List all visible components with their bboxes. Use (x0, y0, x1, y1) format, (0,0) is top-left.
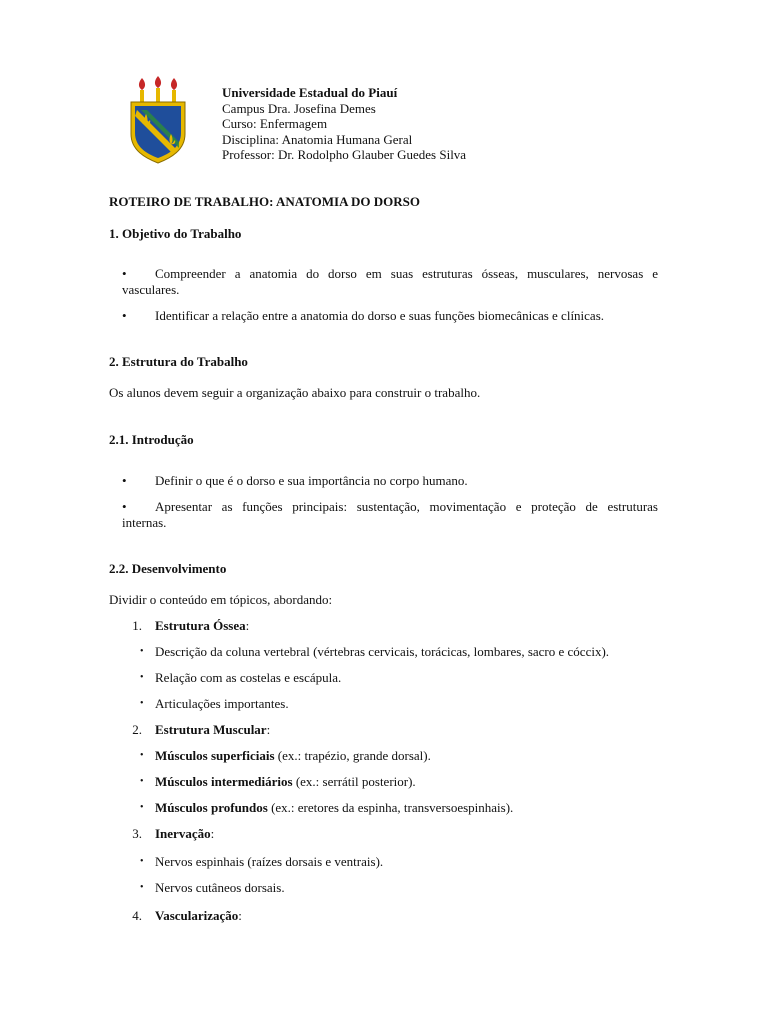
bullet-text-continued: vasculares. (122, 282, 180, 297)
bullet-text: Definir o que é o dorso e sua importância no corpo humano. (155, 473, 468, 488)
sub-item-text: Articulações importantes. (155, 696, 289, 711)
bullet-icon: • (122, 473, 127, 488)
section-2-1-heading: 2.1. Introdução (109, 432, 194, 447)
bullet-icon: • (140, 856, 144, 867)
institution-header (222, 85, 466, 163)
torch-icon (155, 76, 161, 104)
section-2-heading: 2. Estrutura do Trabalho (109, 354, 248, 369)
bullet-text: Compreender a anatomia do dorso em suas estruturas ósseas, musculares, nervosas e (155, 266, 658, 281)
university-coat-of-arms-logo (127, 76, 189, 164)
sub-item-text: Nervos cutâneos dorsais. (155, 880, 285, 895)
torch-icon (171, 78, 177, 104)
document-title: ROTEIRO DE TRABALHO: ANATOMIA DO DORSO (109, 194, 420, 209)
bullet-icon: • (140, 882, 144, 893)
professor-name: Professor: Dr. Rodolpho Glauber Guedes Silva (222, 147, 467, 163)
sub-item-bold: Músculos superficiais (155, 748, 275, 763)
bullet-icon: • (122, 266, 127, 281)
section-1-heading: 1. Objetivo do Trabalho (109, 226, 242, 241)
sub-item-bold: Músculos intermediários (155, 774, 293, 789)
item-label: Inervação (155, 826, 211, 841)
sub-item-text: Descrição da coluna vertebral (vértebras cervicais, torácicas, lombares, sacro e cóccix). (155, 644, 610, 659)
bullet-icon: • (140, 750, 144, 761)
torch-icon (139, 78, 145, 104)
course-name: Curso: Enfermagem (222, 116, 328, 132)
bullet-icon: • (122, 499, 127, 514)
university-name: Universidade Estadual do Piauí (222, 85, 398, 100)
discipline-name: Disciplina: Anatomia Humana Geral (222, 131, 413, 147)
sub-item-text: (ex.: eretores da espinha, transversoespinhais). (267, 800, 514, 815)
bullet-icon: • (140, 802, 144, 813)
bullet-text: Identificar a relação entre a anatomia do dorso e suas funções biomecânicas e clínicas. (155, 308, 605, 323)
section-2-2-intro: Dividir o conteúdo em tópicos, abordando: (109, 592, 333, 607)
campus-name: Campus Dra. Josefina Demes (222, 100, 376, 116)
section-2-2-heading: 2.2. Desenvolvimento (109, 561, 227, 576)
sub-item-text: (ex.: serrátil posterior). (292, 774, 416, 789)
bullet-text-continued: internas. (122, 515, 167, 530)
item-colon: : (238, 908, 242, 923)
item-colon: : (266, 722, 271, 737)
bullet-icon: • (140, 698, 144, 709)
bullet-icon: • (140, 776, 144, 787)
item-label: Estrutura Óssea (155, 618, 246, 633)
bullet-text: Apresentar as funções principais: sustentação, movimentação e proteção de estruturas (155, 499, 658, 514)
bullet-icon: • (122, 308, 127, 323)
item-colon: : (245, 618, 250, 633)
item-number: 1. (132, 618, 142, 633)
item-label: Estrutura Muscular (155, 722, 267, 737)
sub-item-bold: Músculos profundos (155, 800, 268, 815)
item-number: 3. (132, 826, 142, 841)
item-colon: : (210, 826, 215, 841)
item-number: 4. (132, 908, 142, 923)
bullet-icon: • (140, 646, 144, 657)
sub-item-text: Nervos espinhais (raízes dorsais e ventrais). (155, 854, 384, 869)
sub-item-text: (ex.: trapézio, grande dorsal). (274, 748, 431, 763)
bullet-icon: • (140, 672, 144, 683)
section-2-intro: Os alunos devem seguir a organização abaixo para construir o trabalho. (109, 385, 481, 400)
item-number: 2. (132, 722, 142, 737)
sub-item-text: Relação com as costelas e escápula. (155, 670, 342, 685)
item-label: Vascularização (155, 908, 239, 923)
